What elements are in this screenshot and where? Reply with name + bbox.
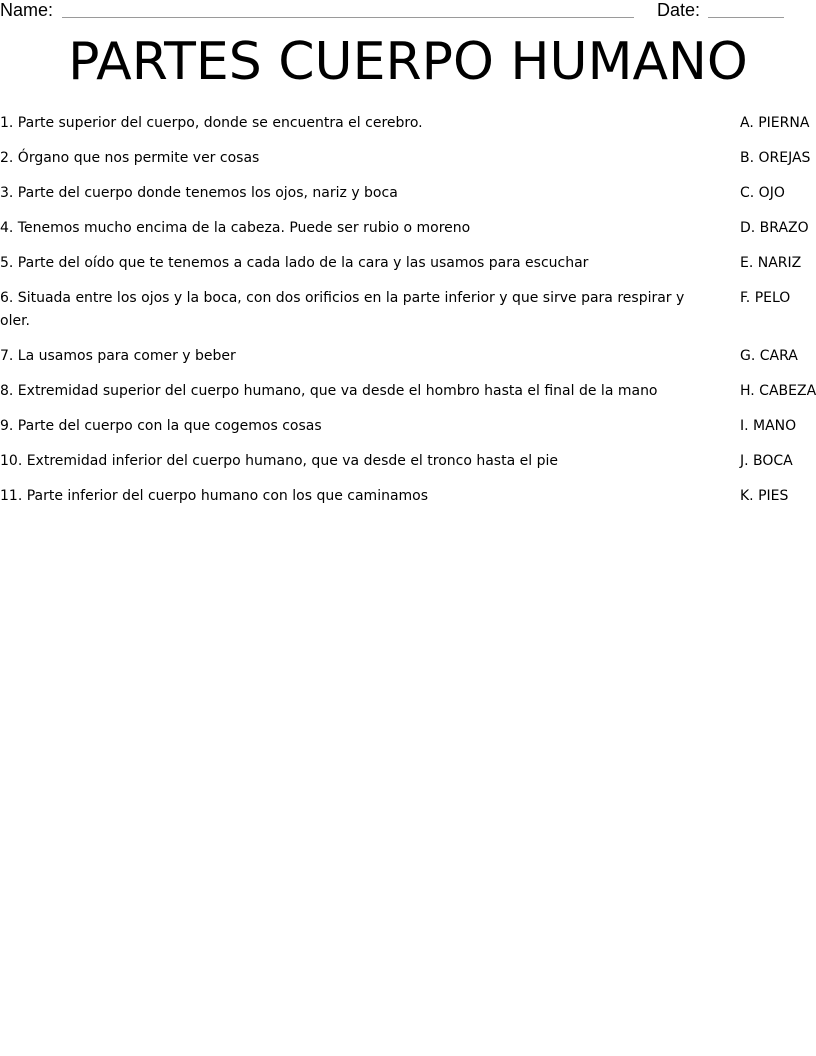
answer-option: K. PIES [740, 488, 789, 504]
question-row [0, 112, 816, 135]
question-text: 10. Extremidad inferior del cuerpo humano, que va desde el tronco hasta el pie [0, 453, 558, 469]
question-text: 11. Parte inferior del cuerpo humano con los que caminamos [0, 488, 429, 504]
answer-option: H. CABEZA [740, 383, 816, 399]
question-row [0, 345, 816, 368]
page-title: PARTES CUERPO HUMANO [68, 32, 748, 92]
question-text: 2. Órgano que nos permite ver cosas [0, 150, 260, 166]
question-row [0, 147, 816, 170]
question-text: 5. Parte del oído que te tenemos a cada lado de la cara y las usamos para escuchar [0, 255, 589, 271]
answer-option: C. OJO [740, 185, 785, 201]
matching-list [0, 112, 816, 520]
answer-option: A. PIERNA [740, 115, 810, 131]
question-text: 9. Parte del cuerpo con la que cogemos cosas [0, 418, 322, 434]
question-text: 6. Situada entre los ojos y la boca, con dos orificios en la parte inferior y que sirve para respirar y oler. [0, 290, 685, 329]
question-text: 7. La usamos para comer y beber [0, 348, 236, 364]
answer-option: G. CARA [740, 348, 798, 364]
question-text: 1. Parte superior del cuerpo, donde se encuentra el cerebro. [0, 115, 423, 131]
question-row [0, 182, 816, 205]
answer-option: F. PELO [740, 290, 791, 306]
answer-option: E. NARIZ [740, 255, 802, 271]
question-row [0, 485, 816, 508]
answer-option: D. BRAZO [740, 220, 809, 236]
answer-option: I. MANO [740, 418, 797, 434]
question-text: 8. Extremidad superior del cuerpo humano, que va desde el hombro hasta el final de la mano [0, 383, 658, 399]
question-row [0, 450, 816, 473]
answer-option: B. OREJAS [740, 150, 811, 166]
question-row [0, 415, 816, 438]
answer-option: J. BOCA [740, 453, 793, 469]
question-row [0, 217, 816, 240]
question-text: 3. Parte del cuerpo donde tenemos los ojos, nariz y boca [0, 185, 398, 201]
question-row [0, 287, 816, 333]
date-blank-line [708, 17, 784, 18]
question-text: 4. Tenemos mucho encima de la cabeza. Puede ser rubio o moreno [0, 220, 471, 236]
worksheet-header [0, 0, 816, 22]
question-row [0, 380, 816, 403]
name-label: Name: [0, 0, 54, 20]
name-blank-line [62, 17, 634, 18]
date-label: Date: [657, 0, 701, 20]
question-row [0, 252, 816, 275]
